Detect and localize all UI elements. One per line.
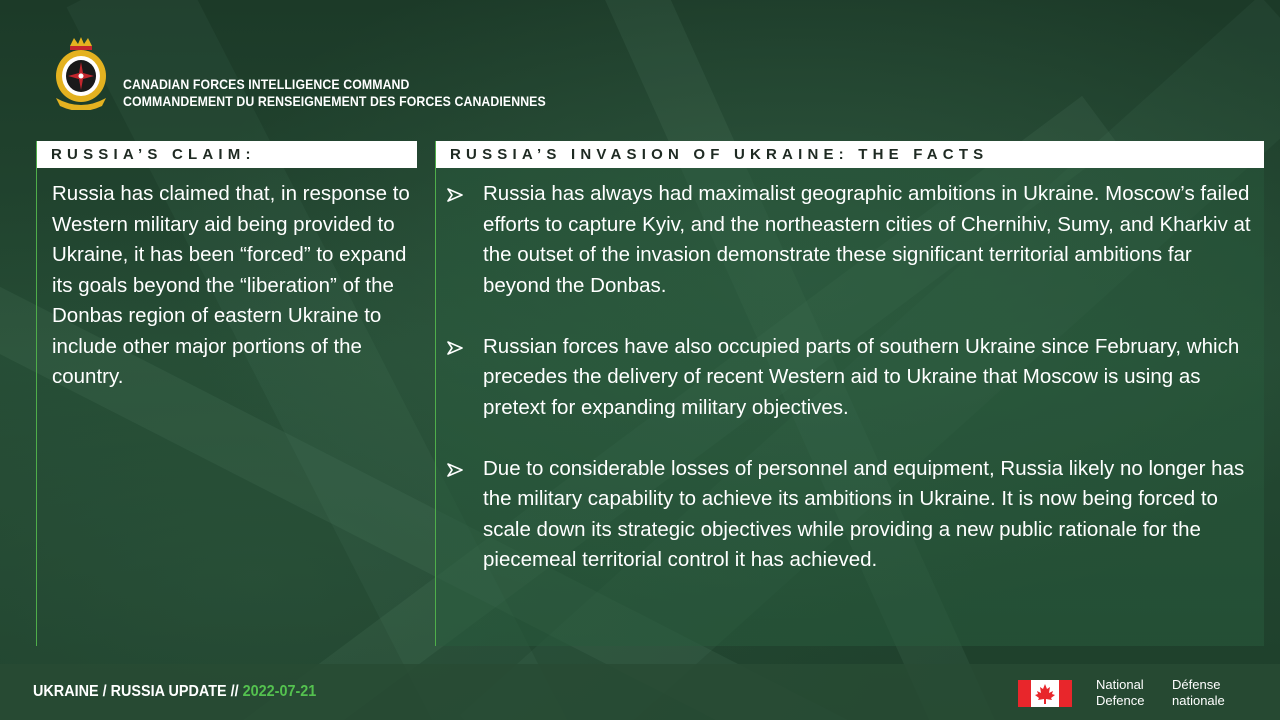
footer	[0, 664, 1280, 720]
claim-panel	[36, 141, 417, 646]
canada-flag-icon	[1018, 680, 1072, 707]
list-item	[447, 179, 1252, 301]
dept-fr-line2: nationale	[1172, 693, 1225, 708]
arrow-bullet-icon	[447, 341, 463, 355]
footer-title	[33, 683, 316, 701]
dept-name-en	[1096, 677, 1144, 709]
org-name-fr: COMMANDEMENT DU RENSEIGNEMENT DES FORCES CANADIENNES	[123, 93, 546, 109]
dept-en-line2: Defence	[1096, 693, 1145, 708]
list-item	[447, 454, 1252, 576]
dept-fr-line1: Défense	[1172, 677, 1221, 692]
footer-label: UKRAINE / RUSSIA UPDATE //	[33, 683, 243, 700]
facts-list	[447, 179, 1252, 606]
fact-text: Due to considerable losses of personnel and equipment, Russia likely no longer has the military capability to achieve its ambitions in Ukraine. It is now being forced to scale down its strategic objectives while providing a new public rationale for the piecemeal territorial control it has achieved.	[483, 456, 1245, 571]
claim-heading: RUSSIA’S CLAIM:	[37, 141, 417, 168]
dept-en-line1: National	[1096, 677, 1144, 692]
list-item	[447, 332, 1252, 424]
arrow-bullet-icon	[447, 188, 463, 202]
org-name-en: CANADIAN FORCES INTELLIGENCE COMMAND	[123, 76, 410, 92]
fact-text: Russia has always had maximalist geographic ambitions in Ukraine. Moscow’s failed efforts to capture Kyiv, and the northeastern cities of Chernihiv, Sumy, and Kharkiv at the outset of the invasion demonstrate these significant territorial ambitions far beyond the Donbas.	[483, 182, 1251, 297]
claim-text: Russia has claimed that, in response to Western military aid being provided to Ukraine, it has been “forced” to expand its goals beyond the “liberation” of the Donbas region of eastern Ukraine to include other major portions of the country.	[52, 182, 410, 388]
arrow-bullet-icon	[447, 463, 463, 477]
fact-text: Russian forces have also occupied parts of southern Ukraine since February, which precedes the delivery of recent Western aid to Ukraine that Moscow is using as pretext for expanding military objectives.	[483, 334, 1240, 419]
cfint-crest-icon	[52, 36, 110, 110]
dept-name-fr	[1172, 677, 1225, 709]
footer-date: 2022-07-21	[242, 683, 317, 700]
facts-heading: RUSSIA’S INVASION OF UKRAINE: THE FACTS	[436, 141, 1264, 168]
facts-panel	[435, 141, 1264, 646]
